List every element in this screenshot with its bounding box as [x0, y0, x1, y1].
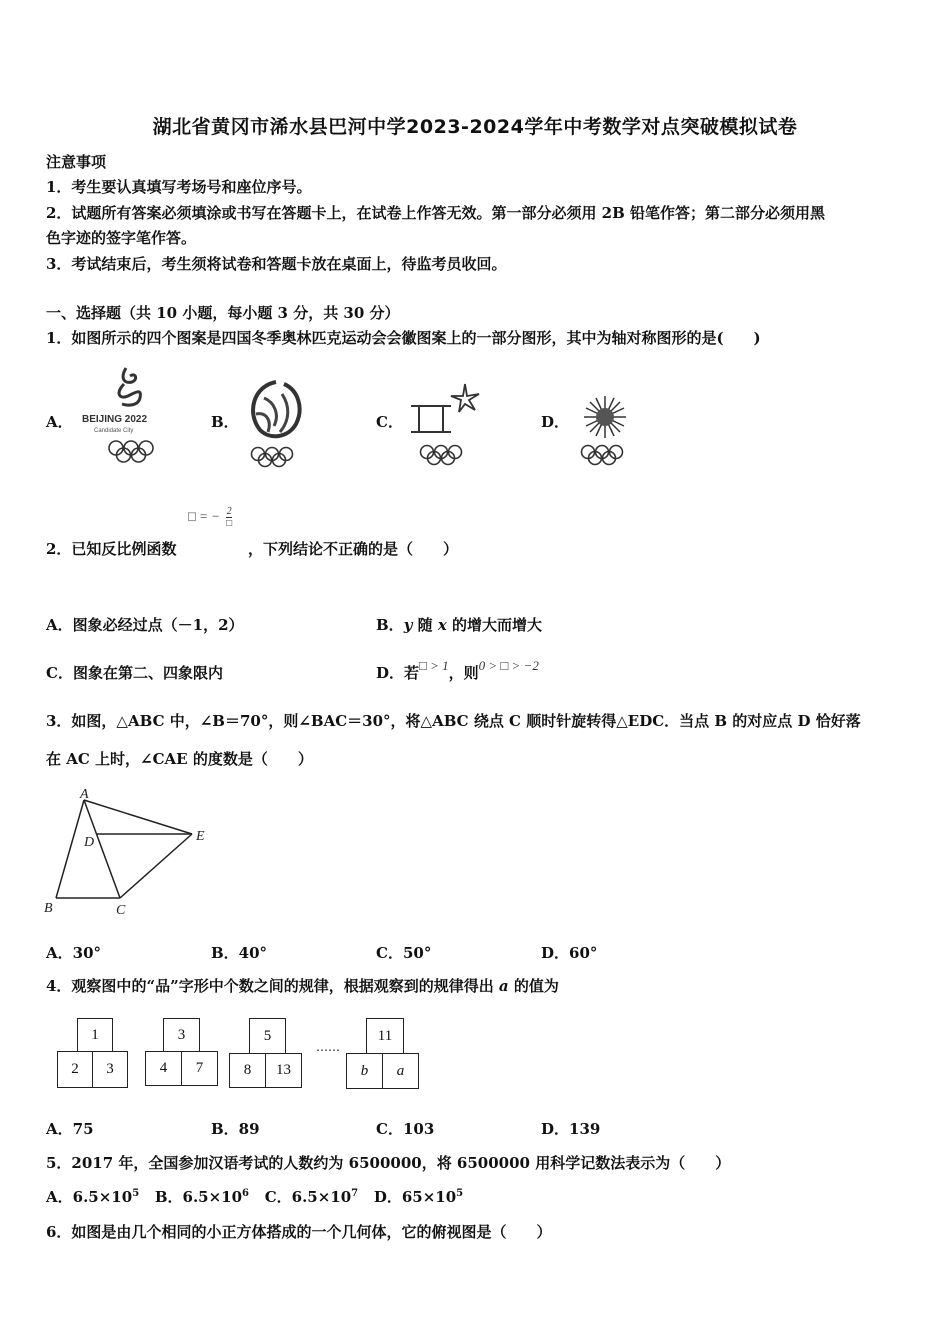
segment-ab — [56, 800, 84, 898]
logo-a-subtext: Candidate City — [94, 428, 134, 434]
logo-b-emblem — [240, 376, 312, 468]
pin-group-4-top: 11 — [366, 1018, 404, 1054]
notice-item-2-cont: 色字迹的签字笔作答。 — [46, 229, 197, 247]
pin-group-2-top: 3 — [163, 1018, 200, 1052]
q5-option-a: A．$6.5\times 10^5$ — [46, 1188, 140, 1206]
q1-option-b-label: B． — [211, 413, 239, 431]
question-5-text: 5．2017 年，全国参加汉语考试的人数约为 6500000，将 6500000 用科学记数法表示为（ ） — [46, 1154, 731, 1172]
point-a-label: A — [80, 787, 89, 802]
page-title: 湖北省黄冈市浠水县巴河中学2023-2024学年中考数学对点突破模拟试卷 — [152, 116, 798, 138]
q2-formula — [188, 506, 232, 529]
q4-option-b: B．89 — [211, 1120, 260, 1138]
pin-group-2-left: 4 — [145, 1051, 182, 1086]
q4-option-a: A．75 — [46, 1120, 94, 1138]
q1-option-c-label: C． — [376, 413, 403, 431]
q5-option-d: D．$65\times 10^5$ — [373, 1188, 464, 1206]
q1-option-d-label: D． — [541, 413, 570, 431]
olympic-rings-icon — [421, 446, 462, 465]
logo-a-beijing-2022 — [80, 362, 190, 468]
pattern-ellipsis: …… — [316, 1040, 340, 1054]
point-e-label: E — [196, 829, 205, 844]
pin-group-4-right: a — [382, 1053, 419, 1089]
q2-formula-denominator: □ — [226, 518, 233, 529]
logo-a-text: BEIJING 2022 — [82, 414, 148, 425]
q3-option-a: A．30° — [46, 944, 102, 962]
pin-group-1-left: 2 — [57, 1051, 93, 1088]
notice-item-3: 3．考试结束后，考生须将试卷和答题卡放在桌面上，待监考员收回。 — [46, 255, 507, 273]
q2-option-c: C．图象在第二、四象限内 — [46, 664, 223, 682]
question-4-text: 4．观察图中的“品”字形中个数之间的规律，根据观察到的规律得出 a 的值为 — [46, 977, 559, 995]
q5-option-b: B．$6.5\times 10^6$ — [154, 1188, 250, 1206]
q2-option-b: B．y 随 x 的增大而增大 — [376, 616, 543, 634]
point-d-label: D — [84, 835, 95, 850]
notice-item-2: 2．试题所有答案必须填涂或书写在答题卡上，在试卷上作答无效。第一部分必须用 2B 铅笔作答；第二部分必须用黑 — [46, 204, 826, 222]
q3-option-d: D．60° — [541, 944, 598, 962]
logo-c-emblem — [405, 380, 487, 470]
pin-group-2-right: 7 — [181, 1051, 218, 1086]
q3-option-b: B．40° — [211, 944, 268, 962]
pin-group-1-top: 1 — [77, 1018, 113, 1052]
q4-option-c: C．103 — [376, 1120, 435, 1138]
question-2-text-start: 2．已知反比例函数 — [46, 540, 177, 558]
q5-option-c: C．$6.5\times 10^7$ — [264, 1188, 359, 1206]
segment-ae — [84, 800, 192, 834]
question-1-text: 1．如图所示的四个图案是四国冬季奥林匹克运动会会徽图案上的一部分图形，其中为轴对称图形的是( ) — [46, 329, 761, 347]
pin-group-3-right: 13 — [265, 1053, 302, 1088]
question-6-text: 6．如图是由几个相同的小正方体搭成的一个几何体，它的俯视图是（ ） — [46, 1223, 552, 1241]
pin-group-4-left: b — [346, 1053, 383, 1089]
q5-options-row — [46, 1186, 463, 1207]
pin-group-3-top: 5 — [249, 1018, 286, 1054]
point-c-label: C — [116, 903, 126, 918]
pin-group-3-left: 8 — [229, 1053, 266, 1088]
q2-option-d: D．若□ > 1，则0 > □ > −2 — [376, 658, 539, 682]
section-heading: 一、选择题（共 10 小题，每小题 3 分，共 30 分） — [46, 304, 400, 322]
logo-d-snowflake-emblem — [570, 388, 640, 468]
olympic-rings-icon — [252, 448, 293, 467]
q3-triangle-figure — [40, 784, 220, 920]
notice-heading: 注意事项 — [46, 153, 107, 171]
q2-formula-lhs: □ = − — [188, 508, 220, 524]
q2-formula-numerator: 2 — [226, 506, 232, 517]
segment-ce — [120, 834, 192, 898]
olympic-rings-icon — [582, 446, 623, 465]
question-2-text-end: ，下列结论不正确的是（ ） — [248, 540, 459, 558]
q4-option-d: D．139 — [541, 1120, 601, 1138]
q2-option-a: A．图象必经过点（－1，2） — [46, 616, 244, 634]
q3-option-c: C．50° — [376, 944, 432, 962]
q1-option-a-label: A． — [46, 413, 73, 431]
olympic-rings-icon — [109, 441, 153, 462]
question-3-line-1: 3．如图，△ABC 中，∠B＝70°，则∠BAC＝30°，将△ABC 绕点 C 顺时针旋转得△EDC．当点 B 的对应点 D 恰好落 — [46, 712, 861, 730]
question-3-line-2: 在 AC 上时，∠CAE 的度数是（ ） — [46, 750, 313, 768]
pin-group-1-right: 3 — [92, 1051, 128, 1088]
notice-item-1: 1．考生要认真填写考场号和座位序号。 — [46, 178, 312, 196]
point-b-label: B — [44, 901, 53, 916]
